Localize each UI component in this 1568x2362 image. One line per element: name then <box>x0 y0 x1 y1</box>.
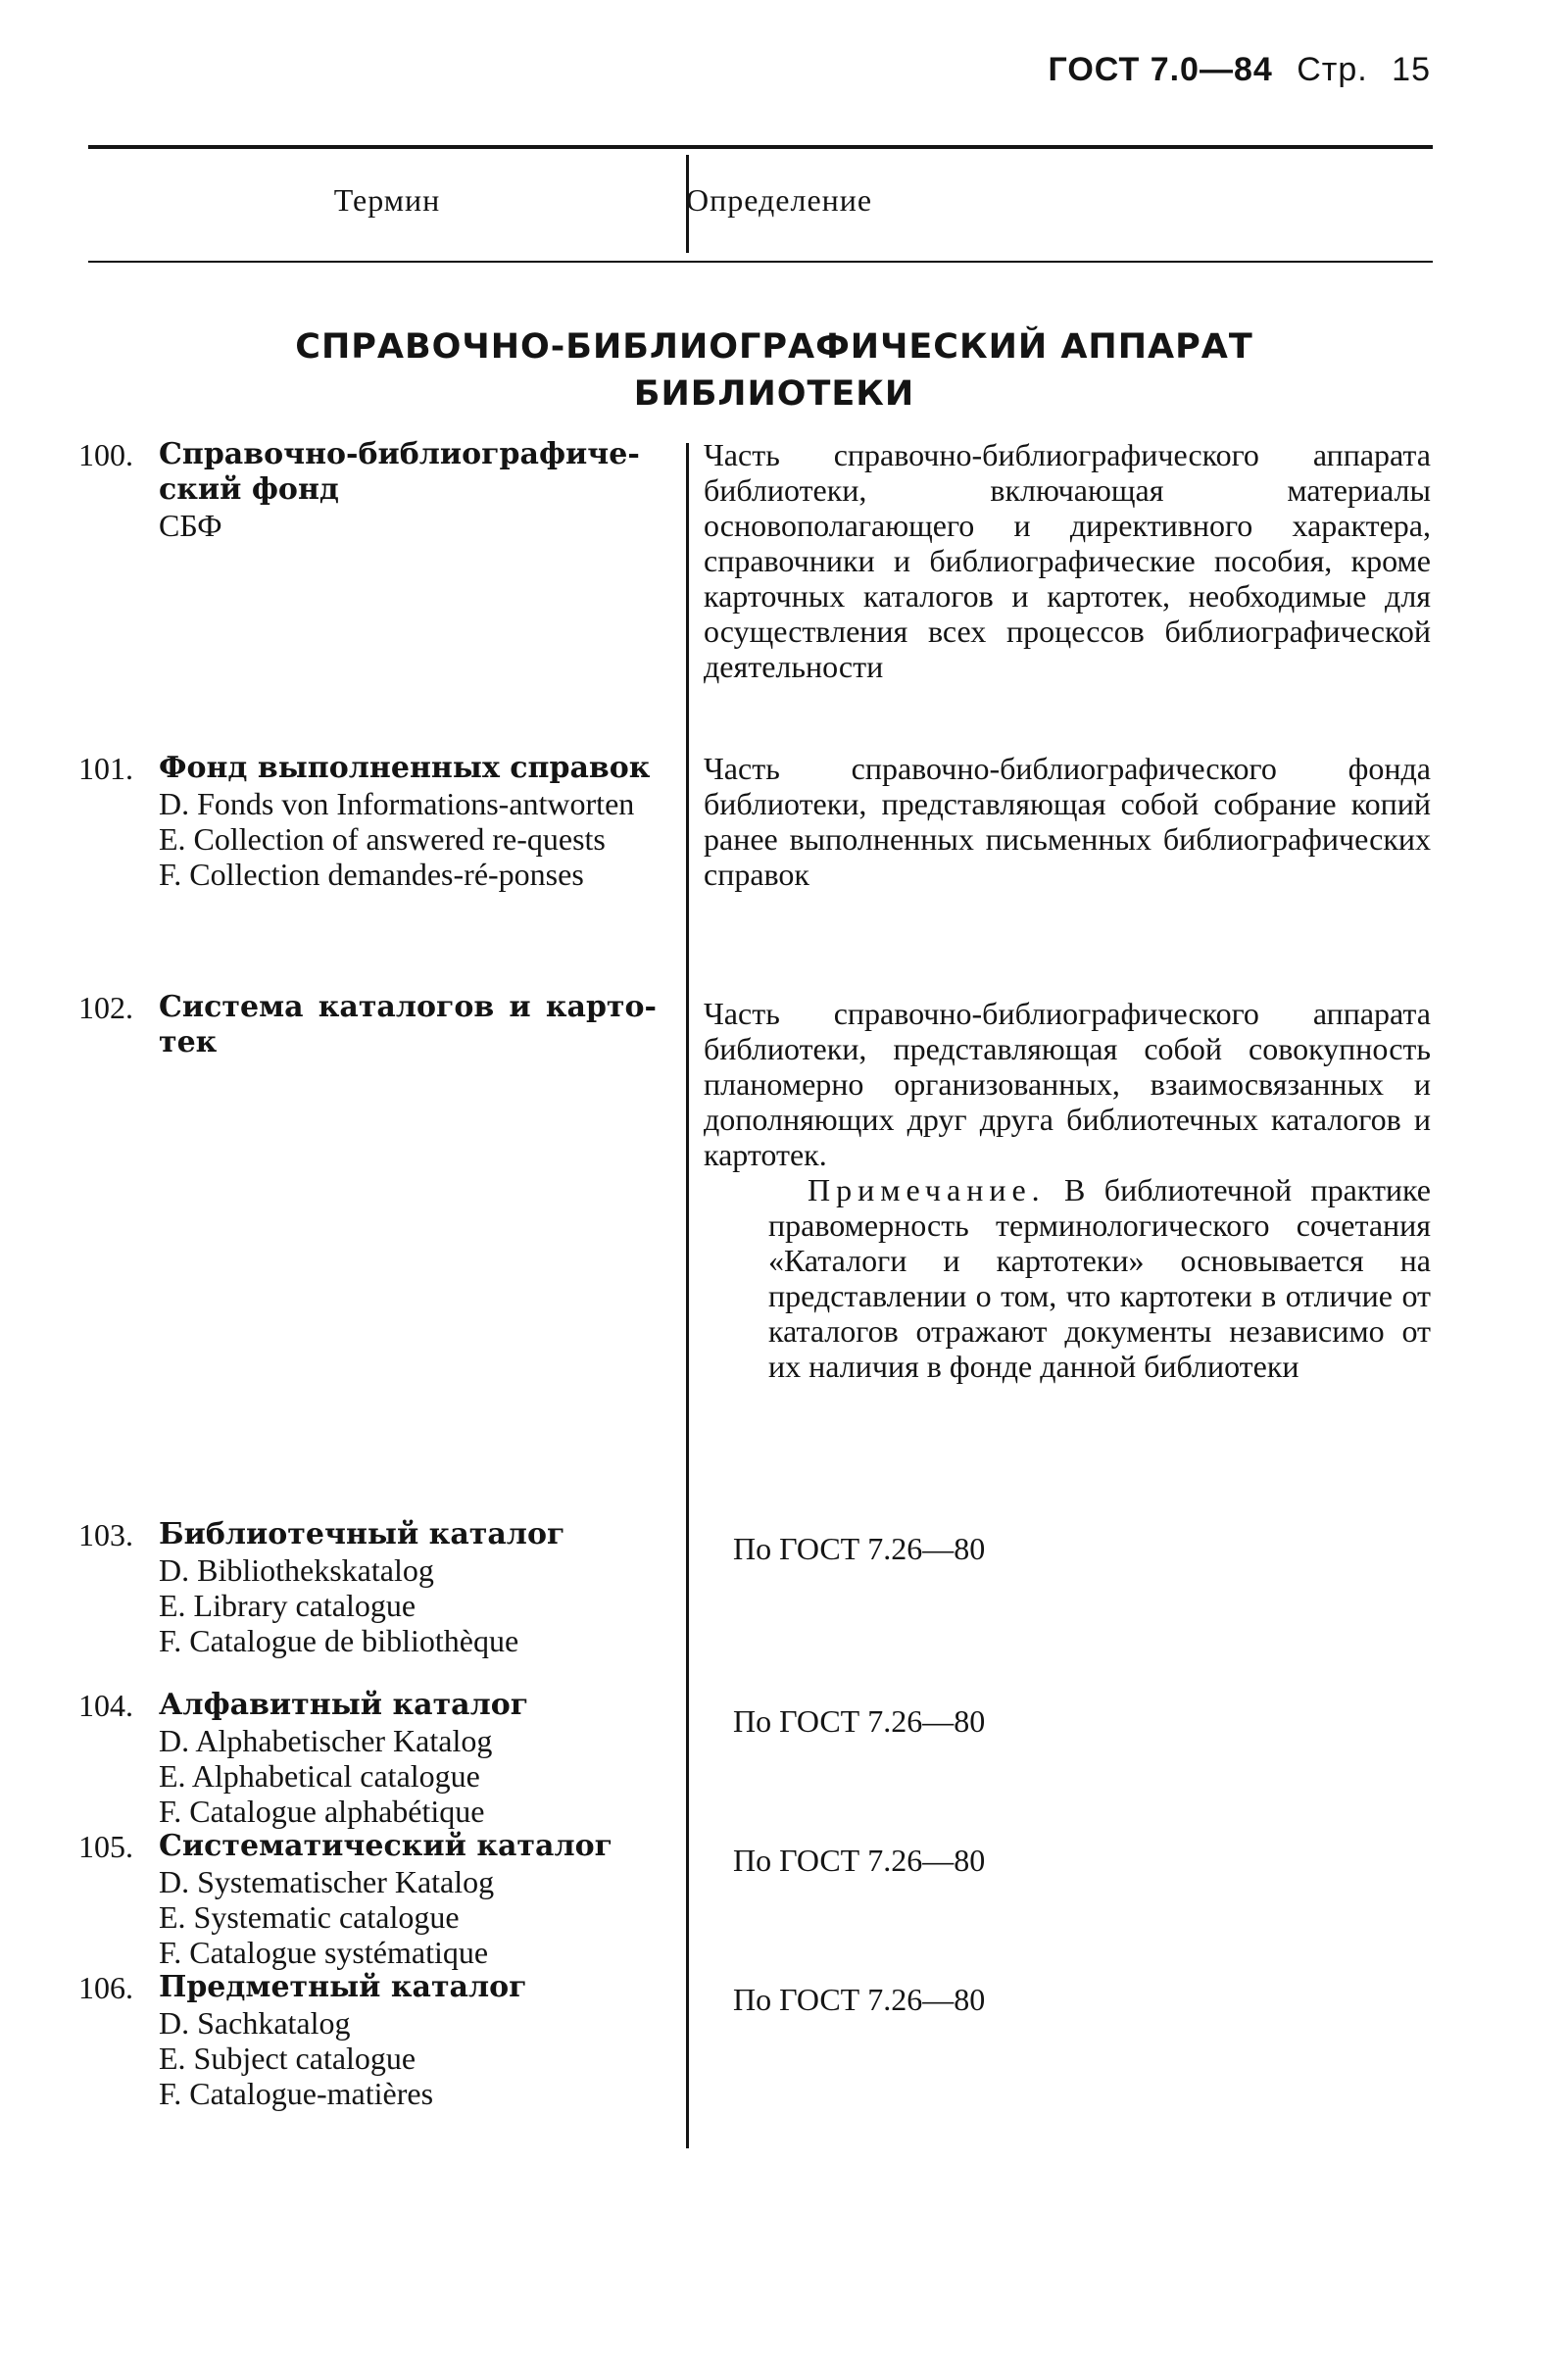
definition-105: По ГОСТ 7.26—80 <box>733 1843 986 1878</box>
term-name: Алфавитный каталог <box>159 1688 529 1722</box>
table-header-rule <box>88 261 1433 263</box>
table-top-rule <box>88 145 1433 149</box>
note-text: В библиотечной практике правомерность терминологического сочетания «Каталоги и картотеки» основывается на представлении о том, что картотеки в отличие от каталогов отражают документы независимо от их наличия в фонде данной библиотеки <box>768 1172 1432 1384</box>
term-name: Фонд выполненных справок <box>159 751 651 785</box>
term-french: F. Collection demandes-ré-ponses <box>159 857 584 892</box>
term-german: D. Alphabetischer Katalog <box>159 1723 493 1758</box>
page-label: Стр. <box>1297 51 1368 88</box>
term-english: E. Systematic catalogue <box>159 1899 460 1935</box>
definition-100: Часть справочно-библиографического аппарата библиотеки, включающая материалы основополагающего и директивного характера, справочники и библиографические пособия, кроме карточных каталогов и картотек, необходимые для осуществления всех процессов библиографической деятельности <box>704 437 1431 684</box>
term-entry-102 <box>78 990 657 1060</box>
term-entry-106 <box>78 1970 657 2111</box>
term-english: E. Alphabetical catalogue <box>159 1758 480 1794</box>
body-column-divider <box>686 443 689 2148</box>
term-number: 106. <box>78 1970 133 2005</box>
definition-103: По ГОСТ 7.26—80 <box>733 1531 986 1566</box>
term-number: 101. <box>78 751 133 786</box>
standard-number: ГОСТ 7.0—84 <box>1048 51 1273 88</box>
term-english: E. Library catalogue <box>159 1588 416 1623</box>
term-french: F. Catalogue alphabétique <box>159 1794 485 1829</box>
term-french: F. Catalogue de bibliothèque <box>159 1623 519 1658</box>
definition-102 <box>704 996 1431 1384</box>
term-french: F. Catalogue-matières <box>159 2076 434 2111</box>
section-title: СПРАВОЧНО-БИБЛИОГРАФИЧЕСКИЙ АППАРАТ БИБЛИОТЕКИ <box>295 327 1253 414</box>
term-number: 105. <box>78 1829 133 1864</box>
term-german: D. Bibliothekskatalog <box>159 1552 434 1588</box>
term-number: 102. <box>78 990 133 1025</box>
column-header-term: Термин <box>333 182 441 218</box>
term-name: Библиотечный каталог <box>159 1517 565 1551</box>
term-german: D. Systematischer Katalog <box>159 1864 495 1899</box>
term-english: E. Collection of answered re-quests <box>159 821 606 857</box>
term-number: 100. <box>78 437 133 472</box>
term-abbreviation: СБФ <box>159 508 222 543</box>
term-french: F. Catalogue systématique <box>159 1935 489 1970</box>
term-entry-104 <box>78 1688 657 1829</box>
term-name: Предметный каталог <box>159 1970 527 2004</box>
page-number: 15 <box>1392 51 1431 88</box>
term-name: Систематический каталог <box>159 1829 613 1863</box>
definition-101: Часть справочно-библиографического фонда библиотеки, представляющая собой собрание копий ранее выполненных письменных библиографических справок <box>704 751 1431 892</box>
definition-note <box>768 1172 1431 1384</box>
term-entry-100 <box>78 437 657 543</box>
column-header-definition: Определение <box>686 182 873 218</box>
term-number: 104. <box>78 1688 133 1723</box>
term-german: D. Sachkatalog <box>159 2005 351 2041</box>
page-header <box>970 51 1431 89</box>
term-name: Справочно-библиографиче-ский фонд <box>159 437 640 507</box>
term-entry-103 <box>78 1517 657 1658</box>
term-english: E. Subject catalogue <box>159 2041 416 2076</box>
definition-104: По ГОСТ 7.26—80 <box>733 1703 986 1739</box>
note-label: Примечание. <box>808 1172 1046 1207</box>
term-name: Система каталогов и карто-тек <box>159 990 657 1059</box>
definition-106: По ГОСТ 7.26—80 <box>733 1982 986 2017</box>
term-german: D. Fonds von Informations-antworten <box>159 786 635 821</box>
definition-text: Часть справочно-библиографического аппарата библиотеки, представляющая собой совокупность планомерно организованных, взаимосвязанных и дополняющих друг друга библиотечных каталогов и картотек. <box>704 996 1431 1172</box>
term-entry-105 <box>78 1829 657 1970</box>
term-entry-101 <box>78 751 657 892</box>
term-number: 103. <box>78 1517 133 1552</box>
